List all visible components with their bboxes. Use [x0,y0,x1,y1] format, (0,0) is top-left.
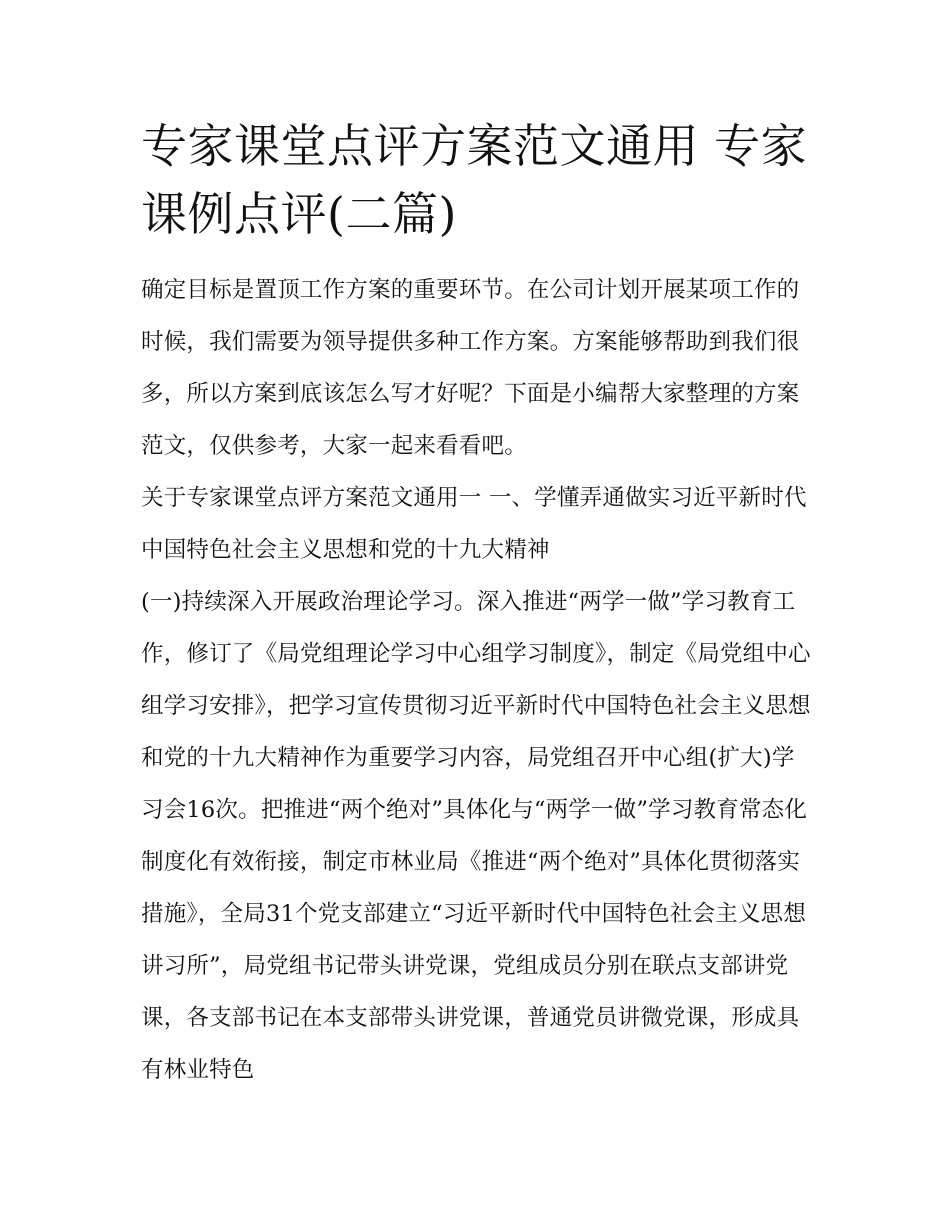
document-title: 专家课堂点评方案范文通用 专家课例点评(二篇) [141,119,808,241]
body-paragraph: (一)持续深入开展政治理论学习。深入推进“两学一做”学习教育工作，修订了《局党组理论学习中心组学习制度》，制定《局党组中心组学习安排》，把学习宣传贯彻习近平新时代中国特色社会主义思想和党的十九大精神作为重要学习内容，局党组召开中心组(扩大)学习会16次。把推进“两个绝对”具体化与“两学一做”学习教育常态化制度化有效衔接，制定市林业局《推进“两个绝对”具体化贯彻落实措施》，全局31个党支部建立“习近平新时代中国特色社会主义思想讲习所”，局党组书记带头讲党课，党组成员分别在联点支部讲党课，各支部书记在本支部带头讲党课，普通党员讲微党课，形成具有林业特色 [141,589,811,1083]
section-heading-paragraph: 关于专家课堂点评方案范文通用一 一、学懂弄通做实习近平新时代中国特色社会主义思想和党的十九大精神 [141,485,807,563]
document-content [141,112,813,1096]
intro-paragraph: 确定目标是置顶工作方案的重要环节。在公司计划开展某项工作的时候，我们需要为领导提供多种工作方案。方案能够帮助到我们很多，所以方案到底该怎么写才好呢？下面是小编帮大家整理的方案范文，仅供参考，大家一起来看看吧。 [141,277,800,459]
document-body [141,264,813,1096]
